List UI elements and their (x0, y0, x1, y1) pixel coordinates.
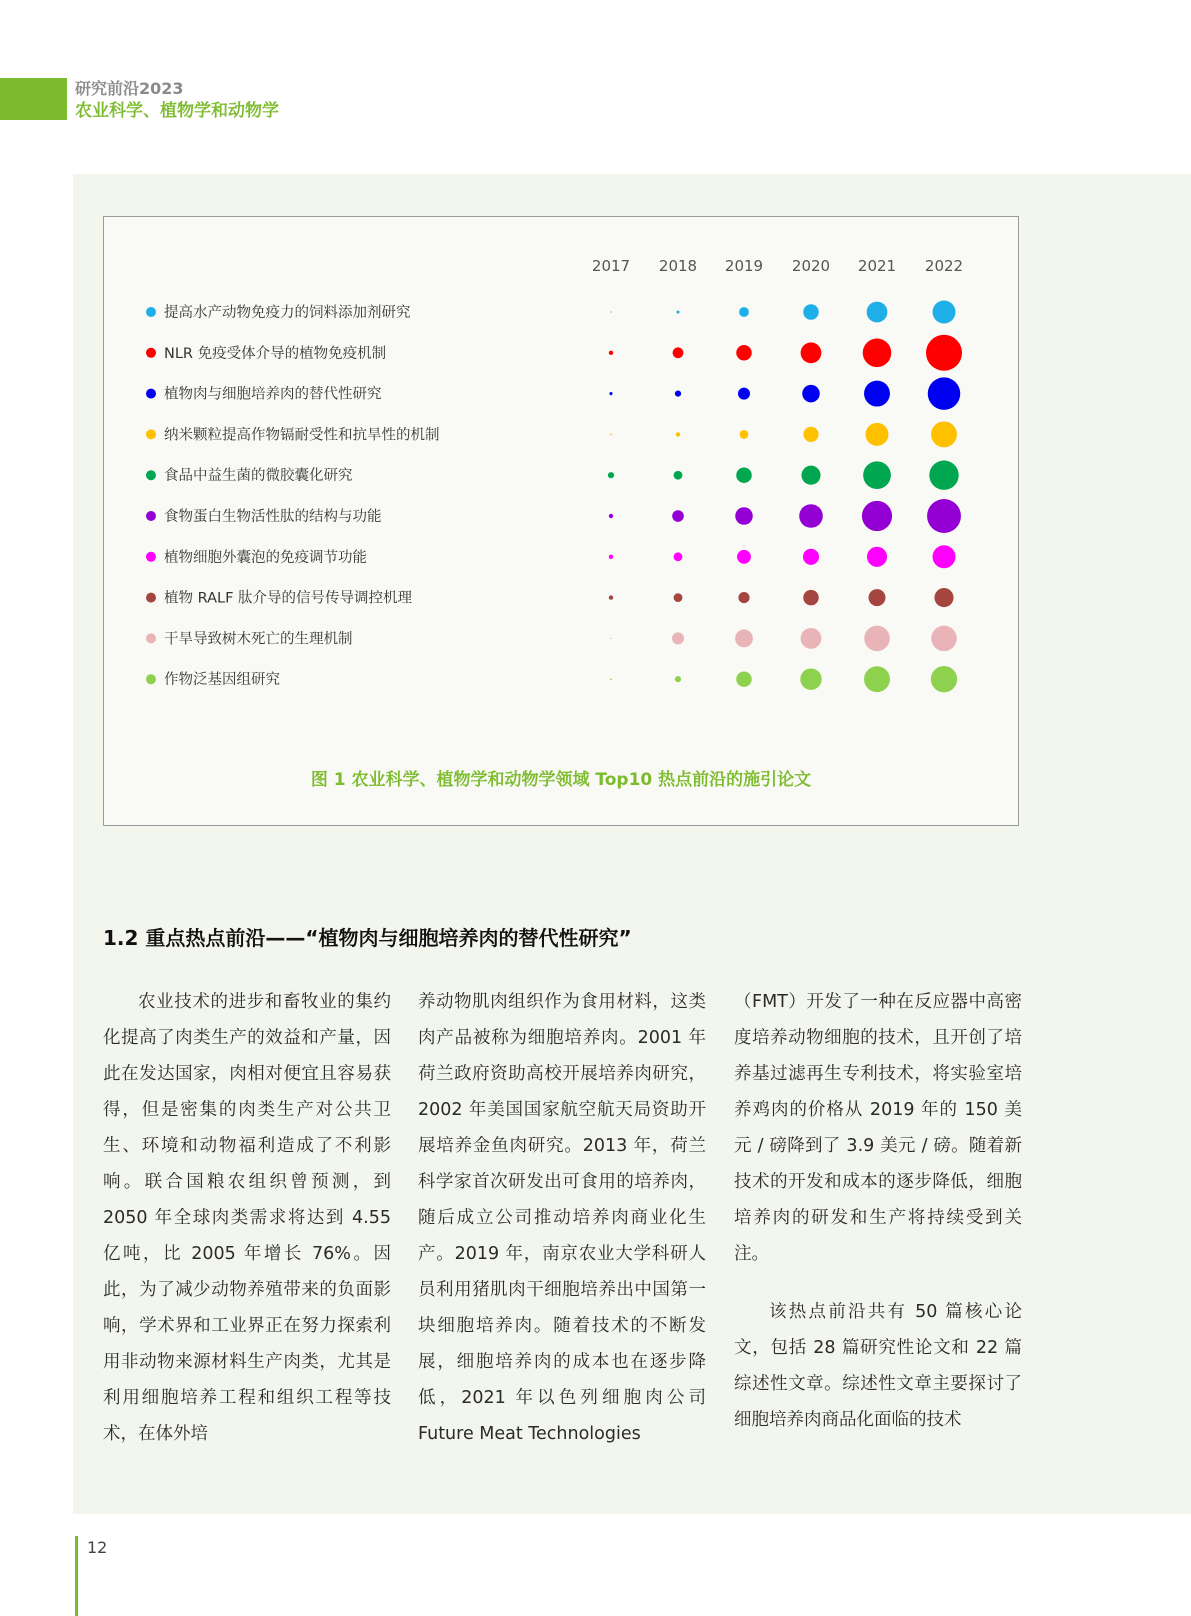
page-header (75, 78, 279, 122)
field-title: 农业科学、植物学和动物学 (75, 101, 279, 121)
bubble (674, 471, 683, 480)
paragraph: 该热点前沿共有 50 篇核心论文，包括 28 篇研究性论文和 22 篇综述性文章。综述性文章主要探讨了细胞培养肉商品化面临的技术 (734, 1302, 1022, 1430)
bubble (864, 626, 890, 652)
bubble (803, 427, 818, 442)
bubble (609, 555, 613, 559)
bubble (609, 351, 613, 355)
bubble (803, 304, 819, 320)
year-label: 2022 (924, 257, 964, 275)
legend-dot (146, 389, 156, 399)
bubble (931, 626, 957, 652)
paragraph: （FMT）开发了一种在反应器中高密度培养动物细胞的技术，且开创了培养基过滤再生专利技术，将实验室培养鸡肉的价格从 2019 年的 150 美元 / 磅降到了 3.9 美元 / 磅。随着新技术的开发和成本的逐步降低，细胞培养肉的研发和生产将持续受到关注。 (734, 992, 1022, 1264)
bubble (799, 504, 823, 528)
bubble (610, 678, 612, 680)
bubble (610, 311, 611, 312)
bubble (931, 666, 957, 692)
legend-label: 干旱导致树木死亡的生理机制 (164, 631, 353, 648)
section-title: 1.2 重点热点前沿——“植物肉与细胞培养肉的替代性研究” (103, 926, 632, 950)
bubble (608, 472, 614, 478)
bubble (801, 466, 820, 485)
bubble (801, 628, 822, 649)
bubble (862, 501, 892, 531)
bubble (800, 668, 821, 689)
bubble (801, 342, 822, 363)
year-label: 2018 (658, 257, 698, 275)
legend-label: 提高水产动物免疫力的饲料添加剂研究 (164, 305, 411, 321)
bubble (802, 385, 820, 403)
bubble (609, 392, 612, 395)
bubble (735, 507, 753, 525)
header-accent-bar (0, 78, 67, 120)
legend-dot (146, 552, 156, 562)
bubble (866, 423, 889, 446)
page-number: 12 (87, 1538, 108, 1557)
bubble (864, 666, 890, 692)
legend-dot (146, 429, 156, 439)
report-title: 研究前沿2023 (75, 79, 184, 98)
bubble (675, 676, 681, 682)
bubble (928, 377, 961, 410)
legend-dot (146, 633, 156, 643)
bubble (672, 510, 684, 522)
legend-label: 食物蛋白生物活性肽的结构与功能 (164, 509, 382, 525)
paragraph: 农业技术的进步和畜牧业的集约化提高了肉类生产的效益和产量，因此在发达国家，肉相对便宜且容易获得，但是密集的肉类生产对公共卫生、环境和动物福利造成了不利影响。联合国粮农组织曾预测，到 2050 年全球肉类需求将达到 4.55 亿吨，比 2005 年增长 76%。因此，为了减少动物养殖带来的负面影响，学术界和工业界正在努力探索利用非动物来源材料生产肉类，尤其是利用细胞培养工程和组织工程等技术，在体外培 (103, 992, 391, 1444)
bubble-chart (104, 217, 1020, 757)
bubble (934, 588, 953, 607)
bubble (610, 434, 612, 436)
legend-label: 植物细胞外囊泡的免疫调节功能 (164, 549, 367, 566)
bubble (933, 545, 956, 568)
bubble (736, 467, 752, 483)
legend-dot (146, 593, 156, 603)
legend-dot (146, 348, 156, 358)
bubble (676, 310, 679, 313)
legend-label: 植物 RALF 肽介导的信号传导调控机理 (164, 590, 413, 607)
bubble (869, 589, 886, 606)
bubble (863, 461, 891, 489)
bubble (864, 381, 890, 407)
bubble (735, 630, 753, 648)
bubble (674, 552, 683, 561)
bubble (672, 632, 684, 644)
bubble (675, 391, 681, 397)
bubble (609, 514, 613, 518)
year-label: 2017 (591, 257, 631, 275)
legend-dot (146, 674, 156, 684)
bubble (933, 301, 956, 324)
legend-label: 作物泛基因组研究 (164, 672, 280, 689)
figure-caption: 图 1 农业科学、植物学和动物学领域 Top10 热点前沿的施引论文 (310, 770, 812, 790)
bubble (863, 339, 892, 368)
legend-dot (146, 511, 156, 521)
bubble (737, 550, 751, 564)
bubble (926, 335, 962, 371)
legend-dot (146, 470, 156, 480)
bubble (610, 638, 611, 639)
text-column-1 (103, 984, 391, 1452)
figure-1 (103, 216, 1019, 826)
year-label: 2021 (857, 257, 897, 275)
bubble (676, 432, 680, 436)
text-column-3 (734, 984, 1022, 1438)
legend-label: 纳米颗粒提高作物镉耐受性和抗旱性的机制 (164, 427, 440, 444)
bubble (738, 388, 750, 400)
bubble (674, 593, 683, 602)
bubble (803, 590, 819, 606)
bubble (673, 347, 684, 358)
bubble (927, 499, 961, 533)
legend-label: 食品中益生菌的微胶囊化研究 (164, 468, 353, 485)
bubble (931, 421, 957, 447)
year-label: 2019 (724, 257, 764, 275)
footer-accent-line (75, 1536, 78, 1616)
bubble (867, 547, 887, 567)
legend-label: 植物肉与细胞培养肉的替代性研究 (164, 386, 382, 403)
year-label: 2020 (791, 257, 831, 275)
bubble (867, 302, 888, 323)
bubble (736, 345, 752, 361)
bubble (609, 595, 613, 599)
bubble (738, 592, 749, 603)
bubble (929, 461, 958, 490)
bubble (739, 307, 749, 317)
bubble (803, 549, 819, 565)
paragraph: 养动物肌肉组织作为食用材料，这类肉产品被称为细胞培养肉。2001 年荷兰政府资助高校开展培养肉研究，2002 年美国国家航空航天局资助开展培养金鱼肉研究。2013 年，荷兰科学家首次研发出可食用的培养肉，随后成立公司推动培养肉商业化生产。2019 年，南京农业大学科研人员利用猪肌肉干细胞培养出中国第一块细胞培养肉。随着技术的不断发展，细胞培养肉的成本也在逐步降低，2021 年以色列细胞肉公司 Future Meat Technologies (418, 992, 706, 1444)
legend-dot (146, 307, 156, 317)
bubble (736, 671, 752, 687)
legend-label: NLR 免疫受体介导的植物免疫机制 (164, 345, 387, 362)
text-column-2 (418, 984, 706, 1452)
bubble (740, 430, 749, 439)
